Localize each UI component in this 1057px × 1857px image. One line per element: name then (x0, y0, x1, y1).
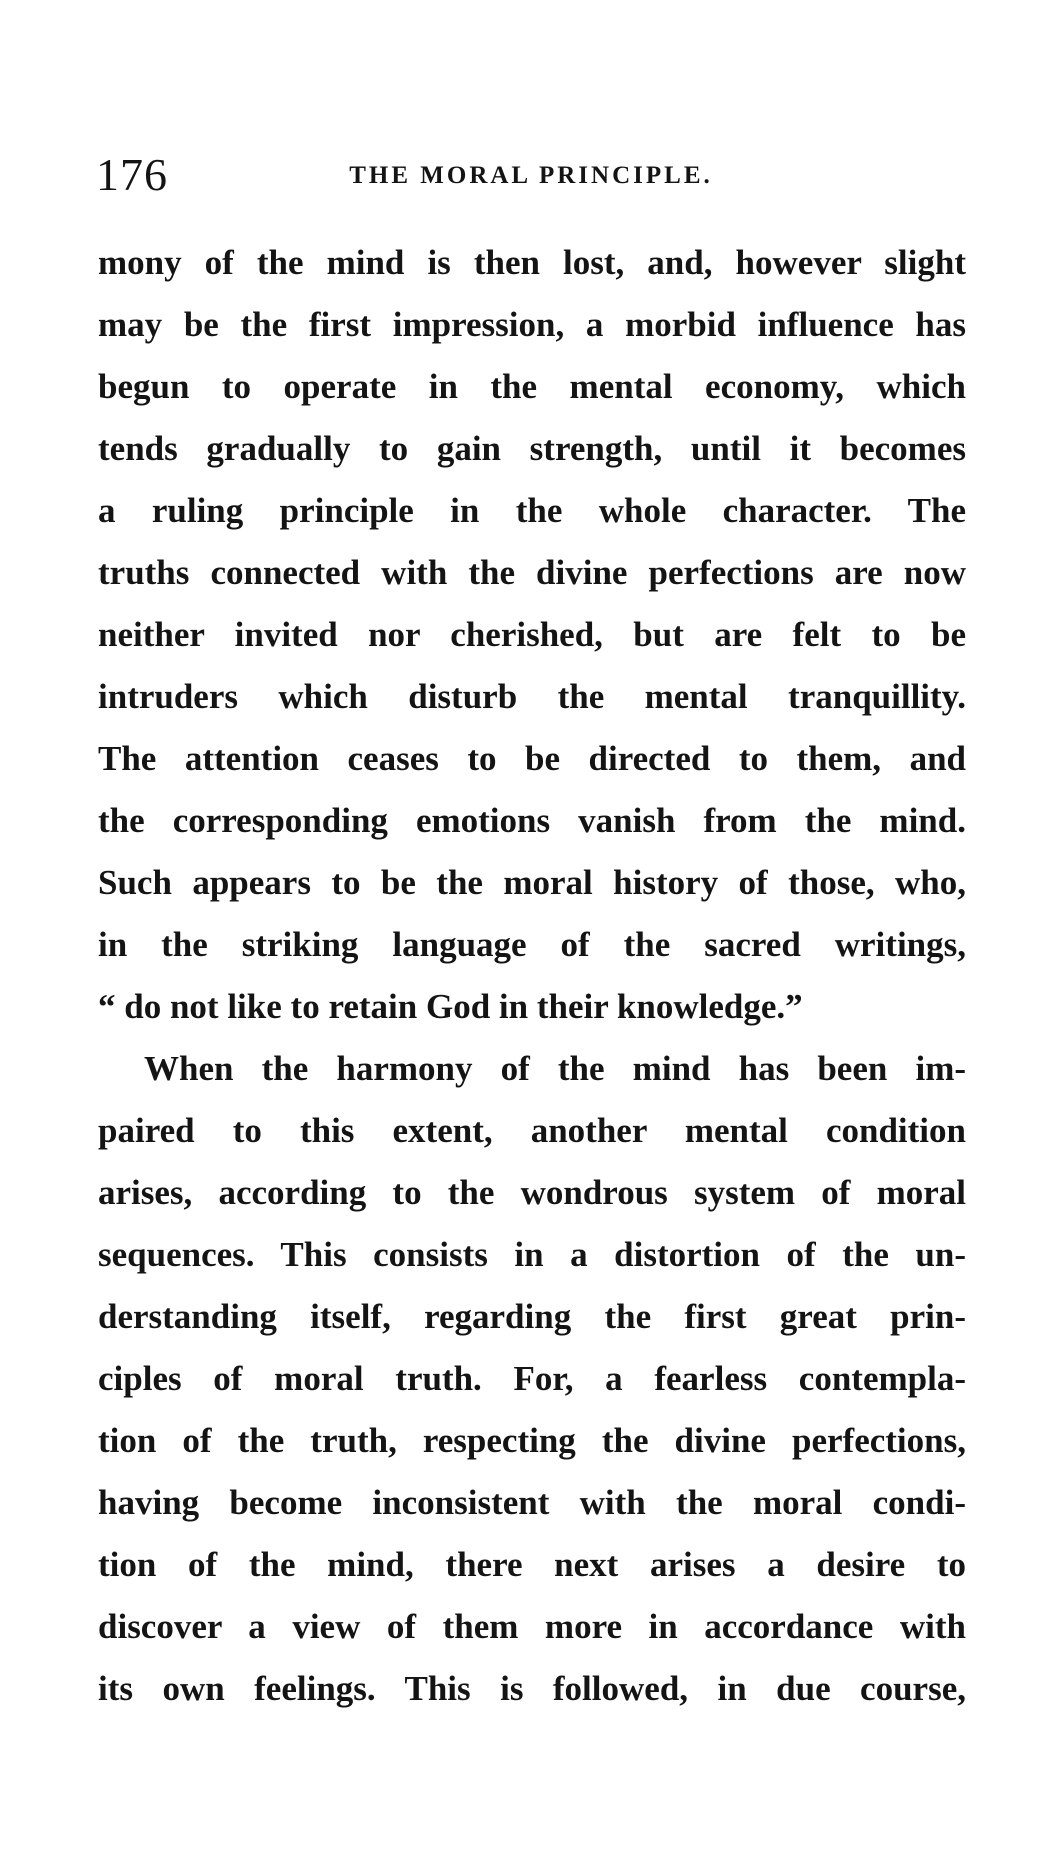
text-line: may be the first impression, a morbid influence has (98, 305, 966, 344)
text-line: arises, according to the wondrous system of moral (98, 1173, 966, 1212)
text-line: sequences. This consists in a distortion of the un- (98, 1235, 966, 1274)
text-line: intruders which disturb the mental tranquillity. (98, 677, 966, 716)
text-line: ciples of moral truth. For, a fearless contempla- (98, 1359, 966, 1398)
text-line: the corresponding emotions vanish from the mind. (98, 801, 966, 840)
text-line-paragraph-end: “ do not like to retain God in their knowledge.” (98, 987, 803, 1026)
text-line: having become inconsistent with the moral condi- (98, 1483, 966, 1522)
text-line-paragraph-start: When the harmony of the mind has been im- (144, 1049, 966, 1088)
body-text (98, 232, 966, 1720)
running-head (96, 148, 966, 208)
text-line: begun to operate in the mental economy, which (98, 367, 966, 406)
text-line: Such appears to be the moral history of those, who, (98, 863, 966, 902)
text-line: The attention ceases to be directed to them, and (98, 739, 966, 778)
text-line: tion of the truth, respecting the divine perfections, (98, 1421, 966, 1460)
text-line: derstanding itself, regarding the first great prin- (98, 1297, 966, 1336)
text-line: tion of the mind, there next arises a desire to (98, 1545, 966, 1584)
text-line: a ruling principle in the whole character. The (98, 491, 966, 530)
text-line: in the striking language of the sacred writings, (98, 925, 966, 964)
text-line: its own feelings. This is followed, in due course, (98, 1669, 966, 1708)
text-line: mony of the mind is then lost, and, however slight (98, 243, 966, 282)
text-line: tends gradually to gain strength, until it becomes (98, 429, 966, 468)
page-number: 176 (96, 149, 168, 200)
text-line: paired to this extent, another mental condition (98, 1111, 966, 1150)
text-line: neither invited nor cherished, but are felt to be (98, 615, 966, 654)
text-line: discover a view of them more in accordance with (98, 1607, 966, 1646)
text-line: truths connected with the divine perfections are now (98, 553, 966, 592)
running-title: THE MORAL PRINCIPLE. (349, 162, 713, 189)
